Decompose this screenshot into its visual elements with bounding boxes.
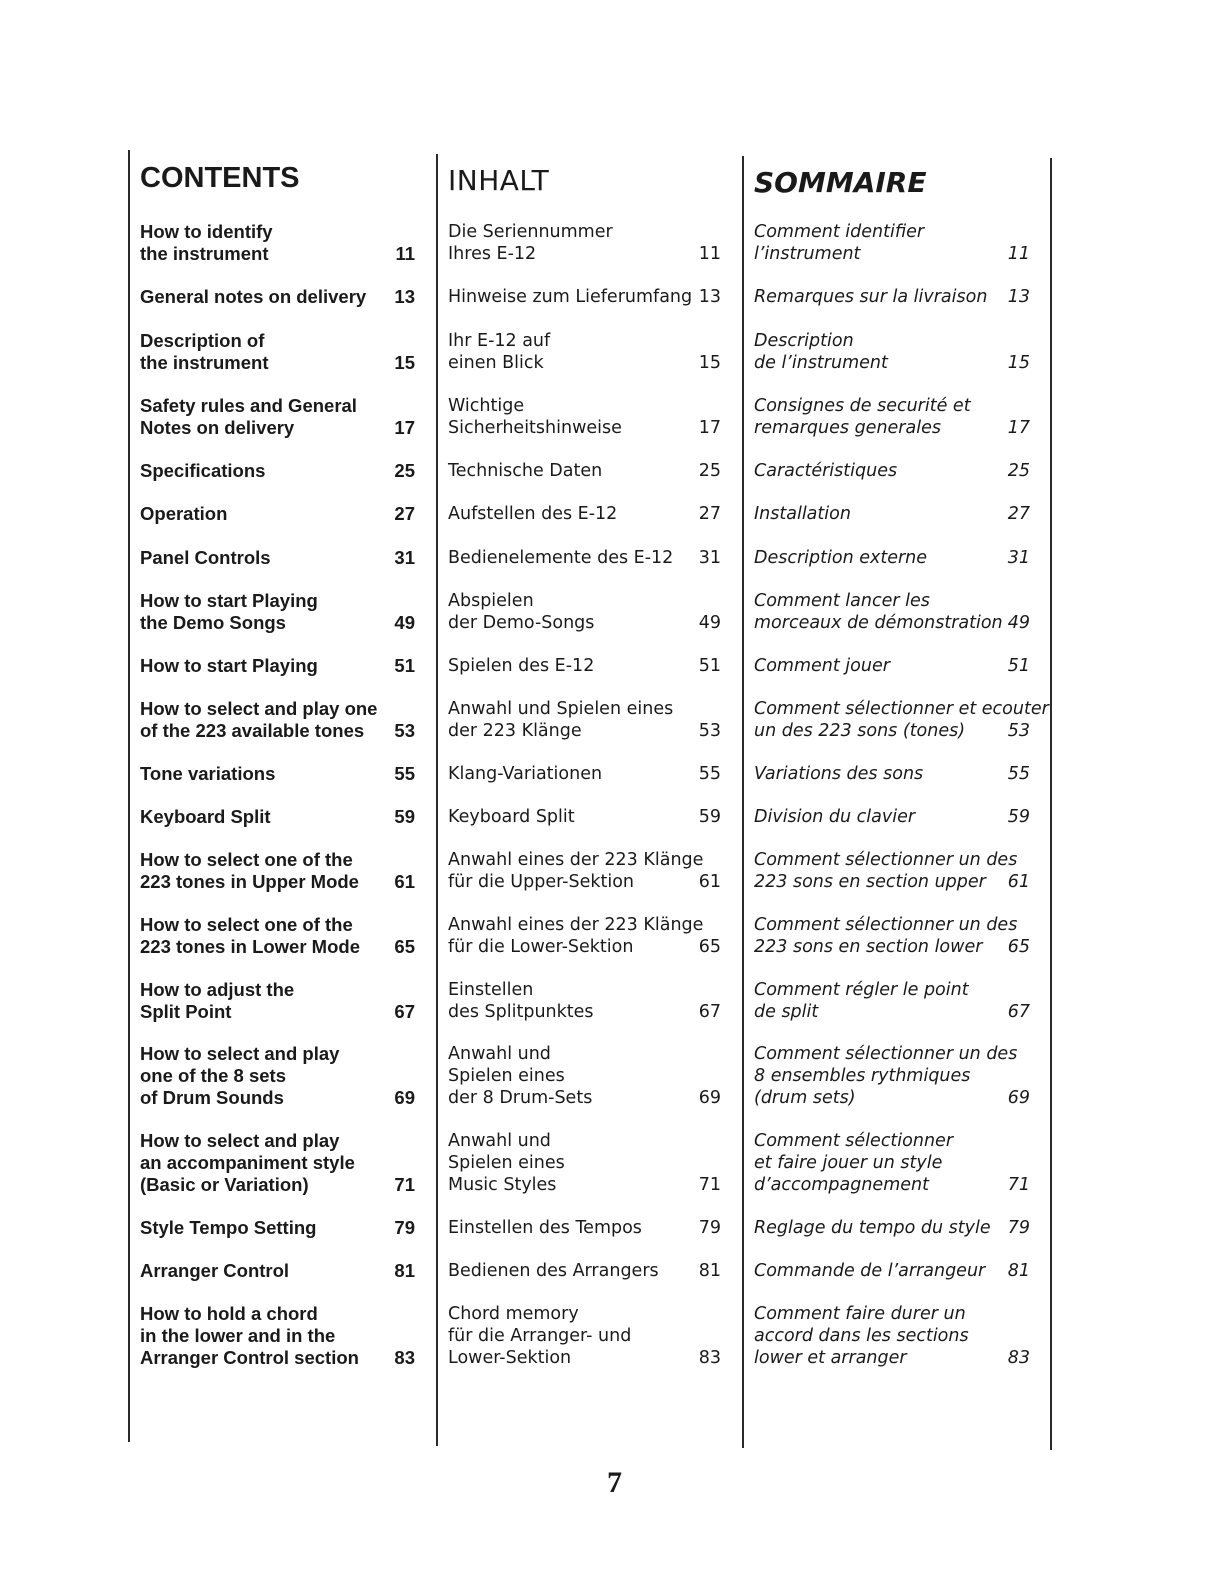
toc-entry-title-line: Anwahl und: [448, 1044, 551, 1064]
toc-entry-german[interactable]: [448, 1303, 721, 1369]
toc-entry-german[interactable]: [448, 460, 721, 482]
toc-entry-title: [448, 1043, 592, 1109]
toc-entry-title-line: Spielen des E-12: [448, 656, 595, 676]
toc-entry-title: [140, 914, 360, 958]
toc-entry-page-number: 83: [394, 1347, 415, 1368]
toc-entry-page-number: 59: [1007, 807, 1030, 827]
toc-entry-title: [448, 655, 594, 677]
toc-entry-page-number: 49: [698, 613, 721, 633]
toc-entry-page-number: 49: [394, 612, 415, 633]
toc-entry-title: [140, 806, 271, 828]
toc-entry-title-line: Panel Controls: [140, 547, 271, 568]
toc-entry-title-line: How to adjust the: [140, 979, 295, 1000]
toc-entry-page-number: 81: [698, 1261, 721, 1281]
toc-entry-page-number: 67: [394, 1001, 415, 1022]
toc-entry-german[interactable]: [448, 655, 721, 677]
toc-entry-english[interactable]: [140, 655, 415, 677]
toc-entry-title-line: 223 sons en section lower: [754, 937, 983, 957]
toc-entry-title: [140, 1130, 355, 1196]
toc-entry-english[interactable]: [140, 806, 415, 828]
toc-entry-title-line: Commande de l’arrangeur: [754, 1261, 986, 1281]
toc-entry-german[interactable]: [448, 395, 721, 439]
toc-entry-page-number: 65: [394, 936, 415, 957]
toc-entry-title-line: 223 tones in Lower Mode: [140, 936, 360, 957]
toc-entry-title: [754, 547, 927, 569]
toc-entry-english[interactable]: [140, 1043, 415, 1109]
toc-entry-title-line: How to select one of the: [140, 849, 353, 870]
toc-entry-french[interactable]: [754, 1303, 1030, 1369]
column-rule-mid-right: [742, 156, 744, 1448]
toc-entry-title-line: Einstellen: [448, 980, 534, 1000]
toc-entry-title-line: Style Tempo Setting: [140, 1217, 317, 1238]
toc-entry-page-number: 17: [698, 418, 721, 438]
toc-entry-title: [754, 849, 1017, 893]
toc-entry-title-line: Ihr E-12 auf: [448, 331, 551, 351]
toc-entry-title: [140, 221, 273, 265]
toc-entry-page-number: 81: [1007, 1261, 1030, 1281]
toc-entry-title-line: Einstellen des Tempos: [448, 1218, 642, 1238]
toc-entry-title-line: Split Point: [140, 1001, 232, 1022]
toc-entry-title: [754, 763, 923, 785]
column-rule-right: [1050, 158, 1052, 1450]
toc-entry-title-line: 223 sons en section upper: [754, 872, 986, 892]
toc-entry-page-number: 31: [1007, 548, 1030, 568]
toc-entry-page-number: 59: [394, 806, 415, 827]
toc-entry-german[interactable]: [448, 1130, 721, 1196]
toc-entry-title: [140, 1217, 316, 1239]
toc-entry-title-line: Bedienen des Arrangers: [448, 1261, 659, 1281]
toc-entry-page-number: 71: [1007, 1175, 1030, 1195]
toc-entry-title-line: de l’instrument: [754, 353, 888, 373]
toc-entry-page-number: 53: [1007, 721, 1030, 741]
toc-entry-page-number: 17: [394, 417, 415, 438]
toc-entry-page-number: 15: [698, 353, 721, 373]
toc-entry-french[interactable]: [754, 849, 1030, 893]
toc-entry-title-line: Consignes de securité et: [754, 396, 971, 416]
toc-entry-german[interactable]: [448, 590, 721, 634]
toc-entry-title: [140, 1260, 289, 1282]
toc-entry-title-line: How to start Playing: [140, 590, 318, 611]
toc-entry-page-number: 53: [394, 720, 415, 741]
toc-entry-title-line: Comment sélectionner un des: [754, 915, 1018, 935]
toc-entry-title: [448, 763, 602, 785]
toc-entry-title-line: Comment sélectionner: [754, 1131, 954, 1151]
toc-entry-title-line: the instrument: [140, 352, 269, 373]
toc-entry-title-line: Comment faire durer un: [754, 1304, 966, 1324]
toc-entry-french[interactable]: [754, 286, 1030, 308]
toc-entry-title: [754, 1303, 969, 1369]
toc-entry-title: [448, 590, 594, 634]
toc-entry-page-number: 53: [698, 721, 721, 741]
toc-entry-title-line: Comment sélectionner un des: [754, 1044, 1018, 1064]
toc-entry-title-line: the Demo Songs: [140, 612, 286, 633]
toc-entry-title-line: Hinweise zum Lieferumfang: [448, 287, 693, 307]
toc-entry-page-number: 55: [394, 763, 415, 784]
toc-entry-title: [754, 503, 851, 525]
toc-entry-english[interactable]: [140, 979, 415, 1023]
toc-entry-title-line: Klang-Variationen: [448, 764, 603, 784]
toc-entry-title: [448, 806, 575, 828]
toc-entry-title-line: Installation: [754, 504, 851, 524]
toc-entry-english[interactable]: [140, 914, 415, 958]
toc-entry-title: [448, 286, 692, 308]
toc-entry-title: [140, 590, 318, 634]
toc-entry-title: [140, 979, 294, 1023]
toc-entry-french[interactable]: [754, 547, 1030, 569]
toc-entry-german[interactable]: [448, 330, 721, 374]
toc-entry-title: [140, 286, 366, 308]
toc-entry-title-line: How to start Playing: [140, 655, 318, 676]
toc-entry-page-number: 81: [394, 1260, 415, 1281]
toc-entry-title-line: Comment lancer les: [754, 591, 930, 611]
toc-entry-title-line: How to select and play one: [140, 698, 378, 719]
toc-entry-page-number: 55: [1007, 764, 1030, 784]
toc-entry-german[interactable]: [448, 1260, 721, 1282]
toc-entry-page-number: 51: [394, 655, 415, 676]
toc-entry-page-number: 25: [394, 460, 415, 481]
toc-entry-page-number: 11: [698, 244, 721, 264]
toc-entry-title-line: Description externe: [754, 548, 928, 568]
toc-entry-title-line: Technische Daten: [448, 461, 603, 481]
toc-entry-title-line: für die Arranger- und: [448, 1326, 632, 1346]
toc-entry-title-line: Ihres E-12: [448, 244, 537, 264]
toc-entry-title-line: Division du clavier: [754, 807, 916, 827]
toc-entry-title-line: de split: [754, 1002, 819, 1022]
toc-entry-title: [754, 806, 915, 828]
toc-entry-title: [448, 849, 703, 893]
toc-entry-french[interactable]: [754, 503, 1030, 525]
toc-entry-title-line: Music Styles: [448, 1175, 557, 1195]
toc-entry-page-number: 79: [394, 1217, 415, 1238]
toc-entry-title-line: Sicherheitshinweise: [448, 418, 622, 438]
toc-entry-page-number: 51: [698, 656, 721, 676]
toc-entry-german[interactable]: [448, 979, 721, 1023]
toc-entry-german[interactable]: [448, 547, 721, 569]
toc-entry-page-number: 79: [1007, 1218, 1030, 1238]
toc-entry-title-line: Anwahl eines der 223 Klänge: [448, 850, 704, 870]
toc-entry-title-line: Lower-Sektion: [448, 1348, 572, 1368]
toc-entry-english[interactable]: [140, 221, 415, 265]
toc-entry-english[interactable]: [140, 849, 415, 893]
toc-entry-page-number: 13: [1007, 287, 1030, 307]
toc-entry-title: [140, 849, 359, 893]
toc-entry-title-line: Comment sélectionner et ecouter: [754, 699, 1049, 719]
toc-entry-french[interactable]: [754, 914, 1030, 958]
toc-entry-page-number: 17: [1007, 418, 1030, 438]
toc-entry-title-line: Comment régler le point: [754, 980, 969, 1000]
toc-entry-title: [754, 979, 969, 1023]
toc-entry-title: [140, 1303, 359, 1369]
toc-entry-german[interactable]: [448, 914, 721, 958]
toc-entry-title-line: accord dans les sections: [754, 1326, 969, 1346]
toc-entry-title-line: How to select one of the: [140, 914, 353, 935]
toc-entry-german[interactable]: [448, 698, 721, 742]
toc-entry-french[interactable]: [754, 655, 1030, 677]
toc-entry-title-line: the instrument: [140, 243, 269, 264]
page-number: 7: [607, 1466, 622, 1499]
toc-entry-title-line: How to select and play: [140, 1043, 340, 1064]
toc-entry-title-line: in the lower and in the: [140, 1325, 336, 1346]
toc-entry-page-number: 83: [698, 1348, 721, 1368]
toc-entry-english[interactable]: [140, 1217, 415, 1239]
toc-entry-german[interactable]: [448, 849, 721, 893]
toc-entry-title-line: Arranger Control: [140, 1260, 290, 1281]
toc-entry-title: [140, 503, 227, 525]
toc-entry-title: [448, 1130, 565, 1196]
toc-entry-english[interactable]: [140, 503, 415, 525]
toc-entry-page-number: 71: [394, 1174, 415, 1195]
toc-entry-title: [754, 1043, 1017, 1109]
toc-entry-title-line: Comment identifier: [754, 222, 925, 242]
toc-entry-page-number: 13: [394, 286, 415, 307]
toc-entry-german[interactable]: [448, 806, 721, 828]
toc-entry-page-number: 11: [395, 243, 415, 264]
toc-entry-title-line: Anwahl eines der 223 Klänge: [448, 915, 704, 935]
toc-entry-title-line: morceaux de démonstration: [754, 613, 1003, 633]
toc-entry-title: [448, 1303, 631, 1369]
toc-entry-english[interactable]: [140, 330, 415, 374]
toc-entry-title: [448, 330, 550, 374]
toc-entry-page-number: 13: [698, 287, 721, 307]
toc-entry-title-line: Keyboard Split: [140, 806, 271, 827]
toc-entry-title: [140, 655, 318, 677]
toc-entry-title-line: Keyboard Split: [448, 807, 575, 827]
toc-entry-page-number: 61: [1007, 872, 1030, 892]
toc-entry-english[interactable]: [140, 698, 415, 742]
toc-entry-title-line: l’instrument: [754, 244, 861, 264]
toc-entry-page-number: 83: [1007, 1348, 1030, 1368]
toc-entry-page-number: 69: [698, 1088, 721, 1108]
toc-entry-english[interactable]: [140, 590, 415, 634]
toc-entry-title-line: (drum sets): [754, 1088, 856, 1108]
toc-entry-title-line: d’accompagnement: [754, 1175, 929, 1195]
toc-entry-page-number: 27: [698, 504, 721, 524]
toc-entry-title-line: einen Blick: [448, 353, 544, 373]
toc-entry-title-line: Specifications: [140, 460, 266, 481]
toc-entry-title: [140, 1043, 339, 1109]
toc-entry-title: [754, 286, 987, 308]
toc-entry-title: [448, 698, 673, 742]
toc-entry-title-line: für die Lower-Sektion: [448, 937, 634, 957]
toc-entry-page-number: 69: [394, 1087, 415, 1108]
toc-entry-german[interactable]: [448, 763, 721, 785]
toc-entry-english[interactable]: [140, 1130, 415, 1196]
toc-entry-page-number: 67: [1007, 1002, 1030, 1022]
column-heading-english: CONTENTS: [140, 162, 300, 194]
toc-entry-english[interactable]: [140, 286, 415, 308]
toc-entry-title-line: (Basic or Variation): [140, 1174, 309, 1195]
toc-entry-title-line: Description of: [140, 330, 265, 351]
toc-entry-english[interactable]: [140, 460, 415, 482]
toc-entry-german[interactable]: [448, 286, 721, 308]
toc-entry-french[interactable]: [754, 1130, 1030, 1196]
toc-entry-title-line: lower et arranger: [754, 1348, 907, 1368]
toc-entry-title: [448, 221, 613, 265]
toc-entry-french[interactable]: [754, 221, 1030, 265]
toc-entry-title-line: Spielen eines: [448, 1066, 565, 1086]
toc-entry-title: [448, 1260, 659, 1282]
toc-entry-title-line: Description: [754, 331, 854, 351]
toc-entry-title-line: of Drum Sounds: [140, 1087, 284, 1108]
toc-entry-english[interactable]: [140, 1303, 415, 1369]
toc-entry-german[interactable]: [448, 1217, 721, 1239]
toc-entry-french[interactable]: [754, 330, 1030, 374]
toc-entry-title-line: des Splitpunktes: [448, 1002, 594, 1022]
toc-entry-french[interactable]: [754, 1043, 1030, 1109]
toc-entry-english[interactable]: [140, 1260, 415, 1282]
toc-entry-page-number: 59: [698, 807, 721, 827]
toc-entry-french[interactable]: [754, 1217, 1030, 1239]
toc-entry-title: [448, 547, 673, 569]
toc-entry-title-line: der Demo-Songs: [448, 613, 595, 633]
toc-entry-title-line: of the 223 available tones: [140, 720, 365, 741]
toc-entry-title-line: Arranger Control section: [140, 1347, 359, 1368]
toc-entry-page-number: 65: [1007, 937, 1030, 957]
toc-entry-title-line: Tone variations: [140, 763, 276, 784]
toc-entry-title-line: Die Seriennummer: [448, 222, 613, 242]
toc-entry-page-number: 25: [698, 461, 721, 481]
toc-entry-english[interactable]: [140, 395, 415, 439]
toc-entry-title: [448, 979, 594, 1023]
toc-entry-french[interactable]: [754, 698, 1049, 742]
toc-entry-title: [140, 698, 377, 742]
toc-entry-title-line: How to identify: [140, 221, 273, 242]
toc-entry-english[interactable]: [140, 547, 415, 569]
toc-entry-title: [754, 1260, 985, 1282]
toc-entry-page-number: 67: [698, 1002, 721, 1022]
toc-entry-title-line: Spielen eines: [448, 1153, 565, 1173]
toc-entry-title: [140, 763, 275, 785]
toc-entry-title-line: Anwahl und Spielen eines: [448, 699, 674, 719]
toc-entry-french[interactable]: [754, 1260, 1030, 1282]
toc-entry-page-number: 27: [1007, 504, 1030, 524]
toc-entry-title-line: Reglage du tempo du style: [754, 1218, 991, 1238]
toc-entry-title: [140, 547, 271, 569]
toc-entry-title-line: an accompaniment style: [140, 1152, 355, 1173]
toc-entry-title-line: How to hold a chord: [140, 1303, 318, 1324]
toc-entry-title: [754, 460, 897, 482]
toc-entry-title: [754, 590, 1003, 634]
toc-entry-title: [754, 395, 971, 439]
toc-entry-title: [140, 460, 265, 482]
toc-entry-page-number: 65: [698, 937, 721, 957]
toc-entry-page-number: 15: [394, 352, 415, 373]
toc-entry-french[interactable]: [754, 763, 1030, 785]
toc-entry-title-line: Wichtige: [448, 396, 525, 416]
toc-entry-title-line: remarques generales: [754, 418, 941, 438]
toc-entry-title-line: General notes on delivery: [140, 286, 367, 307]
toc-entry-title-line: un des 223 sons (tones): [754, 721, 966, 741]
toc-entry-title: [754, 1217, 991, 1239]
toc-entry-title-line: für die Upper-Sektion: [448, 872, 635, 892]
toc-entry-title-line: 223 tones in Upper Mode: [140, 871, 359, 892]
toc-entry-title-line: Variations des sons: [754, 764, 924, 784]
toc-entry-page-number: 69: [1007, 1088, 1030, 1108]
toc-entry-page-number: 71: [698, 1175, 721, 1195]
toc-entry-page-number: 31: [394, 547, 415, 568]
toc-entry-title-line: one of the 8 sets: [140, 1065, 286, 1086]
column-rule-left: [128, 150, 130, 1442]
toc-entry-title: [448, 1217, 642, 1239]
toc-entry-page-number: 55: [698, 764, 721, 784]
toc-entry-title: [448, 395, 622, 439]
toc-entry-title-line: Abspielen: [448, 591, 534, 611]
toc-entry-german[interactable]: [448, 1043, 721, 1109]
toc-entry-title-line: Safety rules and General: [140, 395, 357, 416]
toc-entry-title-line: Chord memory: [448, 1304, 579, 1324]
toc-entry-title-line: Notes on delivery: [140, 417, 295, 438]
toc-entry-page-number: 51: [1007, 656, 1030, 676]
toc-entry-page-number: 15: [1007, 353, 1030, 373]
toc-entry-title-line: 8 ensembles rythmiques: [754, 1066, 971, 1086]
column-heading-french: SOMMAIRE: [754, 166, 927, 199]
toc-entry-page-number: 61: [394, 871, 415, 892]
toc-entry-title: [140, 330, 268, 374]
toc-entry-title: [448, 460, 602, 482]
toc-entry-german[interactable]: [448, 503, 721, 525]
toc-entry-title-line: der 8 Drum-Sets: [448, 1088, 593, 1108]
toc-entry-title: [754, 914, 1017, 958]
toc-entry-page-number: 25: [1007, 461, 1030, 481]
toc-entry-title-line: Comment sélectionner un des: [754, 850, 1018, 870]
toc-entry-french[interactable]: [754, 806, 1030, 828]
column-heading-german: INHALT: [448, 164, 550, 197]
toc-entry-english[interactable]: [140, 763, 415, 785]
toc-entry-title: [140, 395, 357, 439]
toc-entry-title: [754, 1130, 953, 1196]
toc-entry-title-line: Comment jouer: [754, 656, 890, 676]
toc-entry-french[interactable]: [754, 979, 1030, 1023]
toc-entry-title-line: Caractéristiques: [754, 461, 898, 481]
toc-entry-french[interactable]: [754, 460, 1030, 482]
column-rule-mid-left: [436, 154, 438, 1446]
toc-entry-french[interactable]: [754, 395, 1030, 439]
toc-entry-german[interactable]: [448, 221, 721, 265]
toc-entry-title-line: et faire jouer un style: [754, 1153, 943, 1173]
toc-entry-title-line: der 223 Klänge: [448, 721, 582, 741]
toc-entry-french[interactable]: [754, 590, 1030, 634]
toc-entry-title: [754, 698, 1049, 742]
toc-entry-page-number: 27: [394, 503, 415, 524]
toc-entry-title-line: Aufstellen des E-12: [448, 504, 618, 524]
toc-entry-title: [754, 330, 888, 374]
toc-entry-page-number: 61: [698, 872, 721, 892]
toc-entry-title-line: Operation: [140, 503, 228, 524]
toc-entry-page-number: 31: [698, 548, 721, 568]
toc-entry-page-number: 11: [1007, 244, 1030, 264]
toc-entry-title-line: Remarques sur la livraison: [754, 287, 988, 307]
toc-entry-page-number: 79: [698, 1218, 721, 1238]
toc-entry-title-line: Anwahl und: [448, 1131, 551, 1151]
toc-entry-title-line: How to select and play: [140, 1130, 340, 1151]
toc-entry-title: [754, 655, 890, 677]
toc-entry-title: [448, 503, 617, 525]
toc-entry-title-line: Bedienelemente des E-12: [448, 548, 674, 568]
toc-entry-title: [754, 221, 924, 265]
toc-entry-title: [448, 914, 703, 958]
toc-entry-page-number: 49: [1007, 613, 1030, 633]
